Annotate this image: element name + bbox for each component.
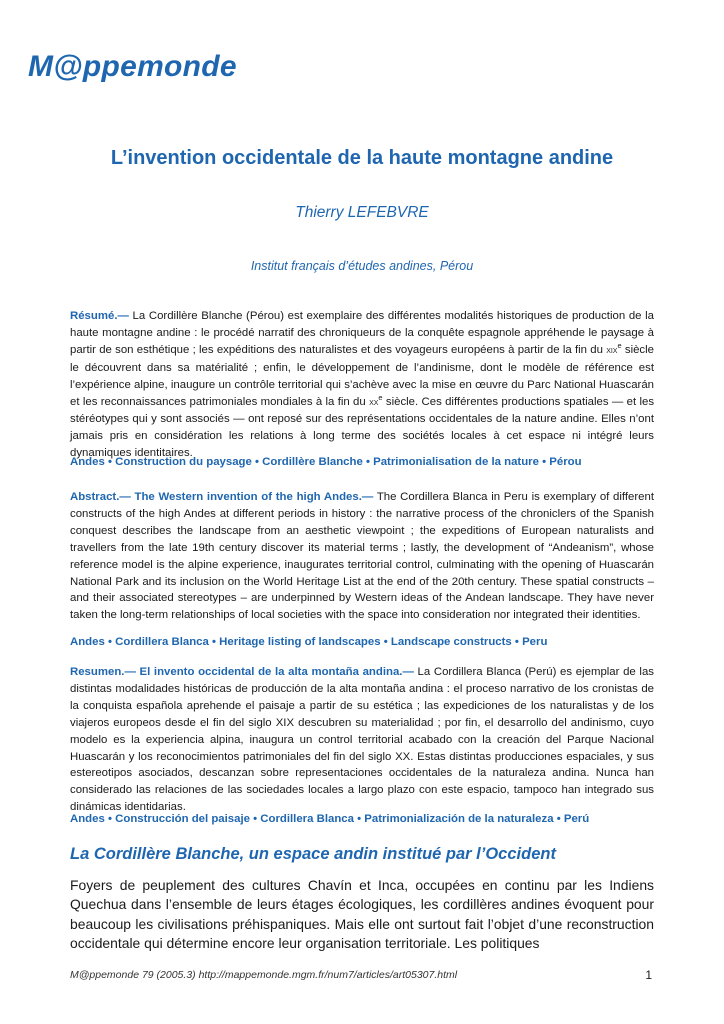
abstract-lead: Abstract.— The Western invention of the high Andes.— — [70, 491, 374, 503]
resume-paragraph — [70, 308, 654, 462]
resume-keywords: Andes • Construction du paysage • Cordillère Blanche • Patrimonialisation de la nature • Pérou — [70, 456, 582, 468]
resumen-paragraph — [70, 664, 654, 816]
abstract-text: The Cordillera Blanca in Peru is exemplary of different constructs of the high Andes at different periods in history : the narrative process of the chroniclers of the Spanish conquest describes the landscape from an aesthetic viewpoint ; the expeditions of European naturalists and travellers from the late 19th century discover its material terms ; lastly, the development of “Andeanism”, whose reference model is the alpine experience, inaugurates territorial control, culminating with the opening of Huascarán National Park and its inclusion on the World Heritage List at the end of the 20th century. These spatial constructs – and their associated stereotypes – are underpinned by Western ideas of the Andean landscape. They have never taken the long-term relationships of local societies with the space into consideration nor integrated their identities. — [70, 491, 654, 622]
resume-text-3: siècle. Ces différentes productions spatiales — et les stéréotypes qui y sont associés — ont reposé sur des représentations occidentales de la nature andine. Elles n’ont jamais pris en considération les relations à long terme des sociétés locales à cet espace ni intégré leurs dynamiques identitaires. — [70, 395, 655, 460]
resume-century-1: xix — [606, 344, 618, 356]
resume-sup-2: e — [378, 392, 383, 402]
resume-century-2: xx — [369, 396, 379, 408]
resume-text-1: La Cordillère Blanche (Pérou) est exemplaire des différentes modalités historiques de production de la haute montagne andine : le procédé narratif des chroniqueurs de la conquête espagnole appréhende le paysage à partir de son esthétique ; les expéditions des naturalistes et des voyageurs européens à partir de la fin du — [70, 310, 655, 356]
resumen-lead: Resumen.— El invento occidental de la alta montaña andina.— — [70, 666, 414, 678]
page-number: 1 — [645, 968, 652, 982]
journal-logo: M@ppemonde — [28, 50, 237, 83]
resumen-keywords: Andes • Construcción del paisaje • Cordillera Blanca • Patrimonialización de la naturaleza • Perú — [70, 813, 590, 825]
section-heading: La Cordillère Blanche, un espace andin institué par l’Occident — [70, 845, 556, 863]
article-author: Thierry LEFEBVRE — [295, 204, 429, 221]
resume-text-2: siècle le découvrent dans sa matérialité ; enfin, le développement de l’andinisme, dont le modèle de référence est l’expérience alpine, inaugure un contrôle territorial qui s’achève avec la mise en œuvre du Parc National Huascarán et les reconnaissances patrimoniales mondiales à la fin du — [70, 343, 654, 408]
abstract-paragraph — [70, 489, 654, 624]
section-body: Foyers de peuplement des cultures Chavín et Inca, occupées en continu par les Indiens Quechua dans l’ensemble de leurs étages écologiques, les cordillères andines évoquent pour beaucoup les civilisations préhispaniques. Mais elle ont surtout fait l’objet d’une reconstruction occidentale qui détermine encore leur organisation territoriale. Les politiques — [70, 877, 654, 951]
article-title: L’invention occidentale de la haute montagne andine — [110, 147, 614, 169]
resumen-text: La Cordillera Blanca (Perú) es ejemplar de las distintas modalidades históricas de producción de la alta montaña andina : el proceso narrativo de los cronistas de la conquista española aprehende el paisaje a partir de su estética ; las expediciones de los naturalistas y de los viajeros europeos desde el fin del siglo XIX descubren su materialidad ; por fin, el desarrollo del andinismo, cuyo modelo es la experiencia alpina, inaugura un control territorial acabado con la creación del Parque Nacional Huascarán y los reconocimientos patrimoniales del fin del siglo XX. Estas distintas producciones espaciales, y sus estereotipos asociados, descanzan sobre representaciones occidentales de la naturaleza andina. Nunca han considerado las relaciones de las sociedades locales a largo plazo con este espacio, tampoco han integrado sus dinámicas identidarias. — [70, 666, 654, 814]
footer-citation: M@ppemonde 79 (2005.3) http://mappemonde.mgm.fr/num7/articles/art05307.html — [70, 969, 458, 981]
resume-lead: Résumé.— — [70, 310, 129, 322]
author-affiliation: Institut français d’études andines, Pérou — [250, 259, 474, 273]
resume-sup-1: e — [617, 341, 622, 351]
abstract-keywords: Andes • Cordillera Blanca • Heritage listing of landscapes • Landscape constructs • Peru — [70, 636, 548, 648]
